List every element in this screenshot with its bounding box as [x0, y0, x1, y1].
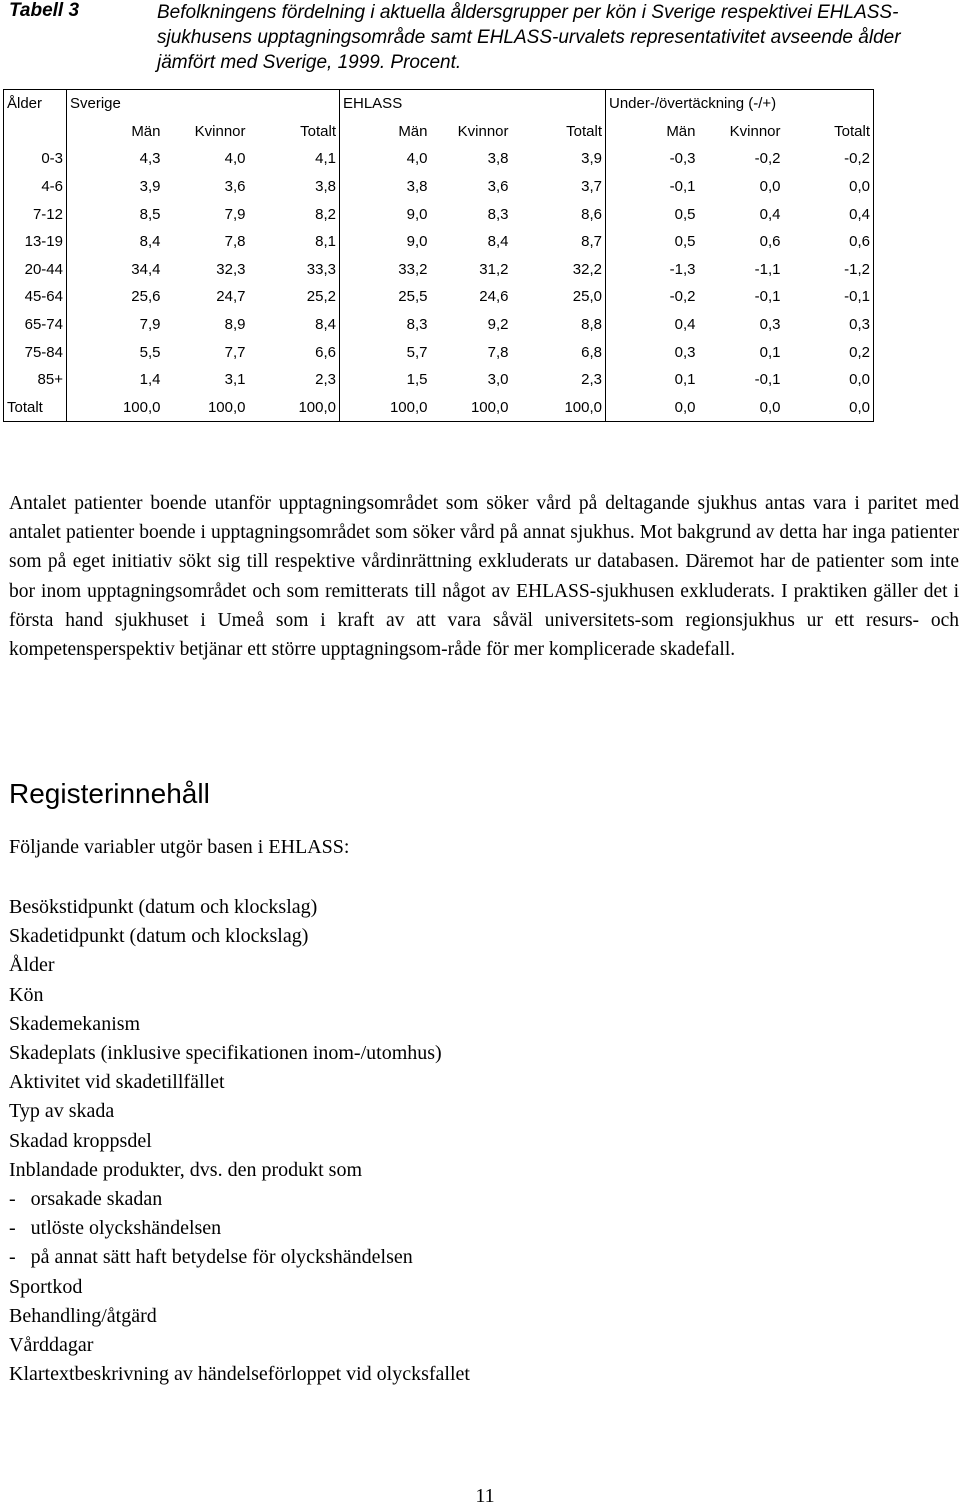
- list-item: Kön: [9, 983, 44, 1006]
- table-row: [4, 228, 874, 256]
- age-cell: 7-12: [4, 200, 67, 228]
- column-header: Kvinnor: [194, 122, 246, 140]
- value-cell: 31,2: [479, 260, 509, 278]
- value-cell: 25,5: [340, 283, 431, 311]
- age-cell: 4-6: [4, 173, 67, 201]
- list-item: - orsakade skadan: [9, 1188, 163, 1211]
- value-cell: 9,0: [340, 228, 431, 256]
- column-header: Totalt: [300, 122, 336, 140]
- header-ehlass: EHLASS: [340, 90, 431, 118]
- value-cell: 3,8: [487, 150, 509, 168]
- value-cell: 100,0: [431, 394, 512, 422]
- value-cell: 8,2: [315, 205, 336, 223]
- value-cell: 0,0: [784, 173, 874, 201]
- table-group-header-row: [4, 90, 874, 118]
- value-cell: 5,7: [340, 338, 431, 366]
- value-cell: 3,9: [581, 150, 602, 168]
- value-cell: -0,1: [606, 173, 699, 201]
- value-cell: 0,0: [606, 394, 699, 422]
- value-cell: -1,1: [754, 260, 781, 278]
- value-cell: 100,0: [67, 394, 164, 422]
- variable-list: [9, 893, 470, 1389]
- value-cell: -0,1: [754, 371, 781, 389]
- list-item: - utlöste olyckshändelsen: [9, 1217, 222, 1240]
- value-cell: 7,7: [224, 343, 246, 361]
- value-cell: 3,7: [581, 178, 602, 196]
- age-cell: 45-64: [4, 283, 67, 311]
- table-row: [4, 200, 874, 228]
- value-cell: 8,3: [340, 311, 431, 339]
- value-cell: 25,0: [572, 288, 602, 306]
- age-cell: Totalt: [4, 394, 67, 422]
- table-row: [4, 145, 874, 173]
- value-cell: 0,3: [784, 311, 874, 339]
- value-cell: 8,6: [581, 205, 602, 223]
- value-cell: 24,6: [479, 288, 509, 306]
- value-cell: 3,6: [224, 178, 246, 196]
- variables-intro: Följande variabler utgör basen i EHLASS:: [9, 836, 350, 858]
- age-cell: 13-19: [4, 228, 67, 256]
- section-heading: Registerinnehåll: [9, 778, 210, 809]
- value-cell: 34,4: [67, 256, 164, 284]
- value-cell: -0,1: [754, 288, 781, 306]
- value-cell: -0,1: [784, 283, 874, 311]
- value-cell: 3,1: [224, 371, 246, 389]
- value-cell: 0,5: [606, 228, 699, 256]
- value-cell: 8,5: [67, 200, 164, 228]
- value-cell: 0,2: [784, 338, 874, 366]
- value-cell: 8,8: [581, 316, 602, 334]
- value-cell: 8,7: [581, 233, 602, 251]
- value-cell: 8,4: [67, 228, 164, 256]
- value-cell: 7,9: [67, 311, 164, 339]
- age-cell: 65-74: [4, 311, 67, 339]
- table-row: [4, 311, 874, 339]
- table-total-row: [4, 394, 874, 422]
- header-alder: Ålder: [4, 90, 67, 118]
- value-cell: 32,2: [572, 260, 602, 278]
- value-cell: 100,0: [249, 394, 340, 422]
- value-cell: 0,6: [784, 228, 874, 256]
- age-cell: 75-84: [4, 338, 67, 366]
- value-cell: -0,2: [754, 150, 781, 168]
- column-header: Män: [67, 118, 164, 146]
- value-cell: 2,3: [581, 371, 602, 389]
- body-paragraph: Antalet patienter boende utanför upptagningsområdet som söker vård på deltagande sjukhus antas vara i paritet med antalet patienter boende i upptagningsområdet som söker vård på annat sjukhus. Mot bakgrund av detta har inga patienter som på eget initiativ sökt sig till respektive vårdinrättning exkluderats ur databasen. Däremot har de patienter som inte bor inom upptagningsområdet och som remitterats till något av EHLASS-sjukhusen exkluderats. I praktiken gäller det i första hand sjukhuset i Umeå som i kraft av att vara såväl universitets-som regionsjukhus ur ett resurs- och kompetensperspektiv betjänar ett större upptagningsom-råde för mer komplicerade skadefall.: [9, 493, 959, 661]
- list-item: Skadetidpunkt (datum och klockslag): [9, 925, 309, 948]
- age-cell: 85+: [4, 366, 67, 394]
- header-coverage: Under-/övertäckning (-/+): [606, 90, 699, 118]
- value-cell: 24,7: [216, 288, 246, 306]
- value-cell: 0,3: [606, 338, 699, 366]
- value-cell: 1,4: [67, 366, 164, 394]
- header-sverige: Sverige: [67, 90, 164, 118]
- value-cell: 4,3: [67, 145, 164, 173]
- value-cell: 0,3: [759, 316, 781, 334]
- table-caption: [0, 0, 960, 73]
- value-cell: 6,8: [581, 343, 602, 361]
- table-number: Tabell 3: [9, 0, 80, 21]
- column-header: Män: [340, 118, 431, 146]
- value-cell: 100,0: [164, 394, 249, 422]
- column-header: Totalt: [784, 118, 874, 146]
- list-item: Skademekanism: [9, 1012, 141, 1035]
- list-item: Aktivitet vid skadetillfället: [9, 1071, 225, 1094]
- value-cell: 0,0: [784, 394, 874, 422]
- table-title: Befolkningens fördelning i aktuella åldersgrupper per kön i Sverige respektivei EHLASS-sjukhusens upptagningsområde samt EHLASS-urvalets representativitet avseende ålder jämfört med Sverige, 1999. Procent.: [157, 2, 901, 73]
- value-cell: 0,4: [759, 205, 781, 223]
- value-cell: -1,2: [784, 256, 874, 284]
- value-cell: 3,9: [67, 173, 164, 201]
- value-cell: 100,0: [340, 394, 431, 422]
- list-item: Klartextbeskrivning av händelseförloppet vid olycksfallet: [9, 1363, 470, 1386]
- population-table: [3, 89, 874, 422]
- value-cell: 4,0: [224, 150, 246, 168]
- value-cell: 25,2: [306, 288, 336, 306]
- value-cell: 7,9: [224, 205, 246, 223]
- value-cell: 8,9: [224, 316, 246, 334]
- column-header: Kvinnor: [457, 122, 509, 140]
- list-item: Besökstidpunkt (datum och klockslag): [9, 896, 318, 918]
- value-cell: 0,0: [699, 394, 784, 422]
- value-cell: 7,8: [487, 343, 509, 361]
- value-cell: 0,4: [784, 200, 874, 228]
- value-cell: 0,1: [606, 366, 699, 394]
- value-cell: 8,3: [487, 205, 509, 223]
- value-cell: -0,3: [606, 145, 699, 173]
- list-item: Behandling/åtgärd: [9, 1304, 157, 1327]
- page-number: 11: [475, 1485, 495, 1507]
- list-item: Vårddagar: [9, 1334, 94, 1357]
- value-cell: 3,8: [340, 173, 431, 201]
- list-item: Ålder: [9, 954, 55, 977]
- value-cell: 0,1: [759, 343, 781, 361]
- table-row: [4, 173, 874, 201]
- value-cell: 8,4: [487, 233, 509, 251]
- value-cell: -1,3: [606, 256, 699, 284]
- column-header: Kvinnor: [729, 122, 781, 140]
- value-cell: 100,0: [512, 394, 606, 422]
- value-cell: 5,5: [67, 338, 164, 366]
- value-cell: 0,0: [784, 366, 874, 394]
- value-cell: 33,3: [306, 260, 336, 278]
- value-cell: 0,4: [606, 311, 699, 339]
- column-header: Totalt: [566, 122, 602, 140]
- value-cell: 3,0: [487, 371, 509, 389]
- value-cell: 25,6: [67, 283, 164, 311]
- list-item: Typ av skada: [9, 1100, 115, 1123]
- age-cell: 0-3: [4, 145, 67, 173]
- table-row: [4, 256, 874, 284]
- value-cell: 7,8: [224, 233, 246, 251]
- value-cell: 3,8: [315, 178, 336, 196]
- value-cell: 8,4: [315, 316, 336, 334]
- value-cell: 4,1: [315, 150, 336, 168]
- value-cell: 33,2: [340, 256, 431, 284]
- value-cell: 4,0: [340, 145, 431, 173]
- list-item: Inblandade produkter, dvs. den produkt som: [9, 1158, 363, 1181]
- value-cell: 9,2: [487, 316, 509, 334]
- value-cell: 32,3: [216, 260, 246, 278]
- value-cell: 8,1: [315, 233, 336, 251]
- value-cell: 1,5: [340, 366, 431, 394]
- value-cell: 6,6: [315, 343, 336, 361]
- value-cell: 0,0: [759, 178, 781, 196]
- value-cell: 9,0: [340, 200, 431, 228]
- list-item: Skadad kroppsdel: [9, 1129, 152, 1152]
- table-row: [4, 366, 874, 394]
- value-cell: -0,2: [606, 283, 699, 311]
- list-item: Sportkod: [9, 1275, 83, 1298]
- table-row: [4, 338, 874, 366]
- value-cell: 2,3: [315, 371, 336, 389]
- value-cell: -0,2: [784, 145, 874, 173]
- value-cell: 3,6: [487, 178, 509, 196]
- list-item: - på annat sätt haft betydelse för olyckshändelsen: [9, 1246, 413, 1269]
- table-sub-header-row: [4, 118, 874, 146]
- table-row: [4, 283, 874, 311]
- value-cell: 0,5: [606, 200, 699, 228]
- list-item: Skadeplats (inklusive specifikationen inom-/utomhus): [9, 1042, 442, 1065]
- age-cell: 20-44: [4, 256, 67, 284]
- column-header: Män: [606, 118, 699, 146]
- value-cell: 0,6: [759, 233, 781, 251]
